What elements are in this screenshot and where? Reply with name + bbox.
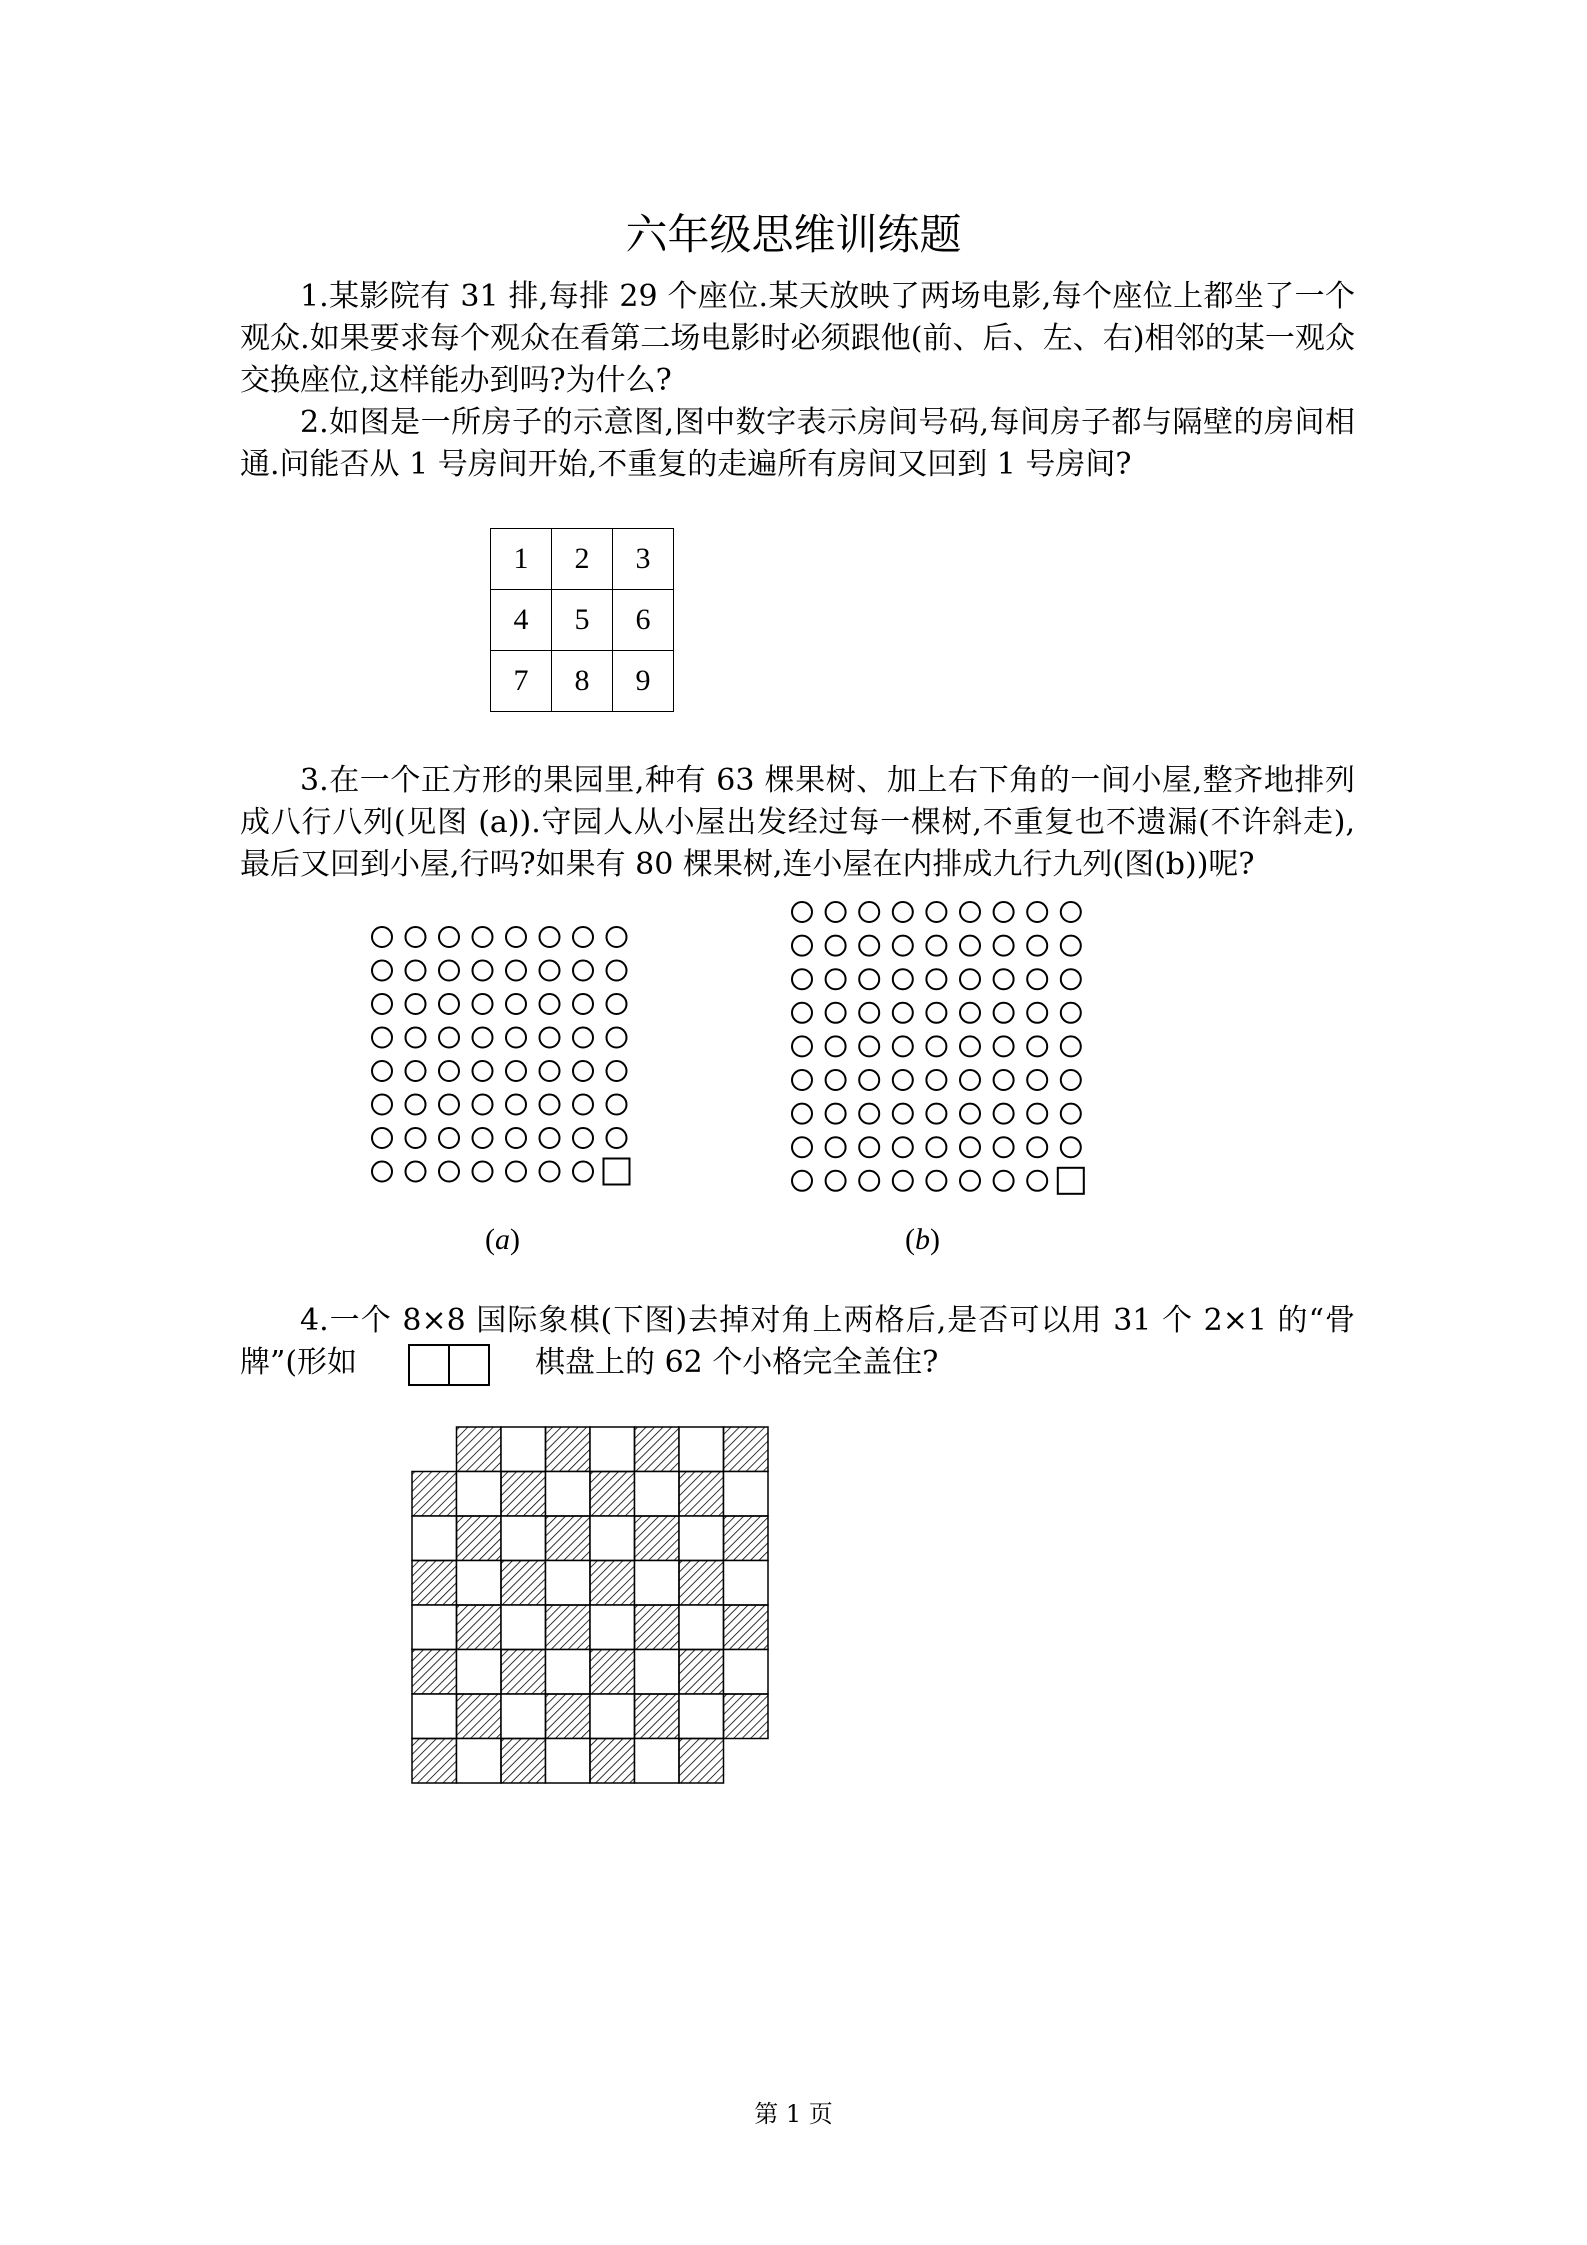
tree-circle <box>1027 902 1047 922</box>
chess-square-dark <box>590 1739 635 1784</box>
tree-circle <box>893 1104 913 1124</box>
chess-square-light <box>501 1427 546 1472</box>
tree-circle <box>792 1070 812 1090</box>
tree-circle <box>926 969 946 989</box>
tree-circle <box>406 994 426 1014</box>
tree-circle <box>960 969 980 989</box>
tree-circle <box>372 994 392 1014</box>
tree-circle <box>1027 1003 1047 1023</box>
tree-circle <box>926 1171 946 1191</box>
chess-square-dark <box>590 1472 635 1517</box>
room-grid <box>490 528 674 712</box>
chess-square-dark <box>635 1605 680 1650</box>
tree-circle <box>960 902 980 922</box>
tree-circle <box>439 1028 459 1048</box>
question-3-text: 3.在一个正方形的果园里,种有 63 棵果树、加上右下角的一间小屋,整齐地排列成八行八列(见图 (a)).守园人从小屋出发经过每一棵树,不重复也不遗漏(不许斜走),最后又回到小屋,行吗?如果有 80 棵果树,连小屋在内排成九行九列(图(b))呢? <box>240 763 1355 882</box>
tree-circle <box>607 994 627 1014</box>
chess-square-dark <box>412 1472 457 1517</box>
tree-circle <box>406 1095 426 1115</box>
tree-circle <box>473 1028 493 1048</box>
chess-square-dark <box>457 1427 502 1472</box>
tree-circle <box>926 902 946 922</box>
tree-circle <box>792 1137 812 1157</box>
tree-circle <box>439 1128 459 1148</box>
tree-circle <box>506 1095 526 1115</box>
tree-circle <box>893 969 913 989</box>
tree-circle <box>859 1104 879 1124</box>
room-cell: 3 <box>613 529 674 590</box>
figure-a-label: (a) <box>485 1223 520 1256</box>
tree-circle <box>926 1104 946 1124</box>
tree-circle <box>439 927 459 947</box>
tree-circle <box>573 994 593 1014</box>
tree-circle <box>994 1104 1014 1124</box>
chess-square-dark <box>724 1694 769 1739</box>
tree-circle <box>573 1028 593 1048</box>
tree-circle <box>372 961 392 981</box>
tree-circle <box>607 1128 627 1148</box>
tree-circle <box>473 994 493 1014</box>
tree-circle <box>792 1104 812 1124</box>
tree-circle <box>540 1028 560 1048</box>
chess-square-dark <box>724 1427 769 1472</box>
question-3 <box>240 760 1355 886</box>
tree-circle <box>540 994 560 1014</box>
tree-circle <box>1027 1104 1047 1124</box>
question-4-text-2: 棋盘上的 62 个小格完全盖住? <box>535 1345 939 1380</box>
chess-square-light <box>635 1739 680 1784</box>
tree-circle <box>406 927 426 947</box>
tree-circle <box>994 1036 1014 1056</box>
tree-circle <box>893 936 913 956</box>
chess-square-light <box>590 1694 635 1739</box>
tree-circle <box>573 1061 593 1081</box>
chess-square-dark <box>679 1739 724 1784</box>
tree-circle <box>893 1137 913 1157</box>
tree-circle <box>994 969 1014 989</box>
room-cell: 6 <box>613 590 674 651</box>
tree-circle <box>506 961 526 981</box>
orchard-figure-a <box>370 925 640 1195</box>
tree-circle <box>826 936 846 956</box>
tree-circle <box>540 1162 560 1182</box>
tree-circle <box>540 1095 560 1115</box>
tree-circle <box>994 1003 1014 1023</box>
tree-circle <box>540 1061 560 1081</box>
tree-circle <box>372 927 392 947</box>
tree-circle <box>1061 1003 1081 1023</box>
tree-circle <box>607 1095 627 1115</box>
tree-circle <box>859 1171 879 1191</box>
chess-square-light <box>635 1472 680 1517</box>
tree-circle <box>540 927 560 947</box>
chess-square-light <box>724 1650 769 1695</box>
tree-circle <box>573 927 593 947</box>
tree-circle <box>826 969 846 989</box>
tree-circle <box>573 961 593 981</box>
tree-circle <box>960 1137 980 1157</box>
chess-square-light <box>501 1694 546 1739</box>
chess-square-dark <box>457 1694 502 1739</box>
domino-cell <box>448 1344 490 1386</box>
figure-b-label: (b) <box>905 1223 940 1256</box>
chess-square-light <box>501 1516 546 1561</box>
room-cell: 8 <box>552 651 613 712</box>
tree-circle <box>1061 969 1081 989</box>
tree-circle <box>573 1162 593 1182</box>
chess-square-dark <box>412 1739 457 1784</box>
tree-circle <box>573 1128 593 1148</box>
chess-square-dark <box>635 1427 680 1472</box>
question-4-text-1: 4.一个 8×8 国际象棋(下图)去掉对角上两格后,是否可以用 31 个 2×1 的“骨牌”(形如 <box>240 1303 1355 1380</box>
tree-circle <box>1027 936 1047 956</box>
tree-circle <box>994 1137 1014 1157</box>
chess-square-dark <box>590 1561 635 1606</box>
chess-square-dark <box>546 1605 591 1650</box>
tree-circle <box>1061 1036 1081 1056</box>
tree-circle <box>473 1162 493 1182</box>
tree-circle <box>926 1137 946 1157</box>
tree-circle <box>792 969 812 989</box>
tree-circle <box>859 1003 879 1023</box>
page-footer: 第 1 页 <box>754 2100 833 2128</box>
tree-circle <box>859 1137 879 1157</box>
tree-circle <box>1027 1137 1047 1157</box>
tree-circle <box>372 1061 392 1081</box>
chess-square-light <box>457 1472 502 1517</box>
tree-circle <box>439 1162 459 1182</box>
tree-circle <box>372 1162 392 1182</box>
chess-square-light <box>546 1739 591 1784</box>
tree-circle <box>792 936 812 956</box>
tree-circle <box>439 994 459 1014</box>
house-square <box>604 1159 630 1185</box>
tree-circle <box>1061 936 1081 956</box>
tree-circle <box>406 961 426 981</box>
tree-circle <box>406 1028 426 1048</box>
question-2-text: 2.如图是一所房子的示意图,图中数字表示房间号码,每间房子都与隔壁的房间相通.问能否从 1 号房间开始,不重复的走遍所有房间又回到 1 号房间? <box>240 405 1355 482</box>
chess-square-dark <box>724 1516 769 1561</box>
figure-a-letter: a <box>495 1223 510 1256</box>
tree-circle <box>1027 1171 1047 1191</box>
chess-square-dark <box>501 1650 546 1695</box>
tree-circle <box>1061 1137 1081 1157</box>
figure-b-letter: b <box>915 1223 930 1256</box>
tree-circle <box>960 1036 980 1056</box>
chess-square-light <box>679 1427 724 1472</box>
chess-square-light <box>679 1516 724 1561</box>
orchard-figure-b <box>790 900 1090 1205</box>
tree-circle <box>372 1095 392 1115</box>
tree-circle <box>1027 1036 1047 1056</box>
chess-square-dark <box>412 1650 457 1695</box>
tree-circle <box>473 1061 493 1081</box>
tree-circle <box>994 902 1014 922</box>
tree-circle <box>607 927 627 947</box>
chess-square-light <box>501 1605 546 1650</box>
question-1 <box>240 276 1355 402</box>
question-1-text: 1.某影院有 31 排,每排 29 个座位.某天放映了两场电影,每个座位上都坐了一个观众.如果要求每个观众在看第二场电影时必须跟他(前、后、左、右)相邻的某一观众交换座位,这样能办到吗?为什么? <box>240 279 1355 398</box>
tree-circle <box>406 1162 426 1182</box>
tree-circle <box>994 1171 1014 1191</box>
tree-circle <box>439 961 459 981</box>
room-cell: 1 <box>491 529 552 590</box>
tree-circle <box>960 1003 980 1023</box>
chess-square-light <box>679 1605 724 1650</box>
tree-circle <box>994 1070 1014 1090</box>
tree-circle <box>540 1128 560 1148</box>
chess-square-light <box>546 1561 591 1606</box>
tree-circle <box>792 1171 812 1191</box>
tree-circle <box>540 961 560 981</box>
tree-circle <box>826 1104 846 1124</box>
house-square <box>1058 1168 1084 1194</box>
tree-circle <box>926 936 946 956</box>
chess-square-dark <box>635 1694 680 1739</box>
tree-circle <box>893 1003 913 1023</box>
tree-circle <box>926 1003 946 1023</box>
domino-cell <box>408 1344 450 1386</box>
tree-circle <box>607 1028 627 1048</box>
tree-circle <box>1061 1070 1081 1090</box>
tree-circle <box>994 936 1014 956</box>
tree-circle <box>960 936 980 956</box>
domino-icon <box>408 1344 490 1386</box>
tree-circle <box>573 1095 593 1115</box>
chess-square-light <box>546 1472 591 1517</box>
tree-circle <box>826 1070 846 1090</box>
room-cell: 7 <box>491 651 552 712</box>
room-cell: 9 <box>613 651 674 712</box>
chess-square-dark <box>590 1650 635 1695</box>
tree-circle <box>506 994 526 1014</box>
tree-circle <box>506 1028 526 1048</box>
tree-circle <box>960 1171 980 1191</box>
tree-circle <box>1027 969 1047 989</box>
chess-square-dark <box>457 1605 502 1650</box>
chess-square-dark <box>501 1561 546 1606</box>
room-cell: 4 <box>491 590 552 651</box>
chess-square-dark <box>679 1650 724 1695</box>
chess-square-dark <box>501 1739 546 1784</box>
chess-square-light <box>457 1650 502 1695</box>
tree-circle <box>1061 902 1081 922</box>
chess-square-light <box>724 1561 769 1606</box>
tree-circle <box>406 1128 426 1148</box>
tree-circle <box>406 1061 426 1081</box>
chess-square-dark <box>501 1472 546 1517</box>
tree-circle <box>893 1070 913 1090</box>
tree-circle <box>792 1003 812 1023</box>
tree-circle <box>372 1028 392 1048</box>
tree-circle <box>826 1171 846 1191</box>
chess-square-dark <box>546 1516 591 1561</box>
chess-square-dark <box>546 1427 591 1472</box>
tree-circle <box>473 1128 493 1148</box>
tree-circle <box>859 902 879 922</box>
chess-square-light <box>679 1694 724 1739</box>
tree-circle <box>926 1070 946 1090</box>
chess-square-dark <box>457 1516 502 1561</box>
chess-square-light <box>546 1650 591 1695</box>
chess-square-light <box>457 1739 502 1784</box>
chess-square-dark <box>546 1694 591 1739</box>
chess-square-light <box>590 1427 635 1472</box>
room-cell: 5 <box>552 590 613 651</box>
tree-circle <box>1061 1104 1081 1124</box>
chess-square-light <box>635 1650 680 1695</box>
tree-circle <box>792 902 812 922</box>
tree-circle <box>506 1128 526 1148</box>
chess-square-light <box>457 1561 502 1606</box>
chess-square-light <box>412 1516 457 1561</box>
tree-circle <box>859 1036 879 1056</box>
tree-circle <box>473 1095 493 1115</box>
page-title: 六年级思维训练题 <box>625 210 962 259</box>
chess-square-dark <box>724 1605 769 1650</box>
tree-circle <box>859 969 879 989</box>
tree-circle <box>473 927 493 947</box>
tree-circle <box>1027 1070 1047 1090</box>
chessboard-figure <box>410 1425 775 1785</box>
tree-circle <box>859 936 879 956</box>
tree-circle <box>826 902 846 922</box>
tree-circle <box>826 1137 846 1157</box>
chess-square-light <box>412 1694 457 1739</box>
tree-circle <box>960 1104 980 1124</box>
question-2 <box>240 402 1355 486</box>
tree-circle <box>473 961 493 981</box>
chess-square-light <box>590 1605 635 1650</box>
tree-circle <box>926 1036 946 1056</box>
tree-circle <box>893 1036 913 1056</box>
tree-circle <box>792 1036 812 1056</box>
chess-square-light <box>412 1605 457 1650</box>
tree-circle <box>607 961 627 981</box>
chess-square-dark <box>412 1561 457 1606</box>
tree-circle <box>372 1128 392 1148</box>
tree-circle <box>960 1070 980 1090</box>
tree-circle <box>826 1036 846 1056</box>
tree-circle <box>506 1162 526 1182</box>
tree-circle <box>893 1171 913 1191</box>
chess-square-light <box>590 1516 635 1561</box>
tree-circle <box>439 1095 459 1115</box>
tree-circle <box>607 1061 627 1081</box>
chess-square-dark <box>679 1561 724 1606</box>
tree-circle <box>859 1070 879 1090</box>
tree-circle <box>893 902 913 922</box>
chess-square-dark <box>635 1516 680 1561</box>
tree-circle <box>506 1061 526 1081</box>
tree-circle <box>439 1061 459 1081</box>
chess-square-light <box>724 1472 769 1517</box>
chess-square-light <box>635 1561 680 1606</box>
room-cell: 2 <box>552 529 613 590</box>
tree-circle <box>506 927 526 947</box>
chess-square-dark <box>679 1472 724 1517</box>
tree-circle <box>826 1003 846 1023</box>
